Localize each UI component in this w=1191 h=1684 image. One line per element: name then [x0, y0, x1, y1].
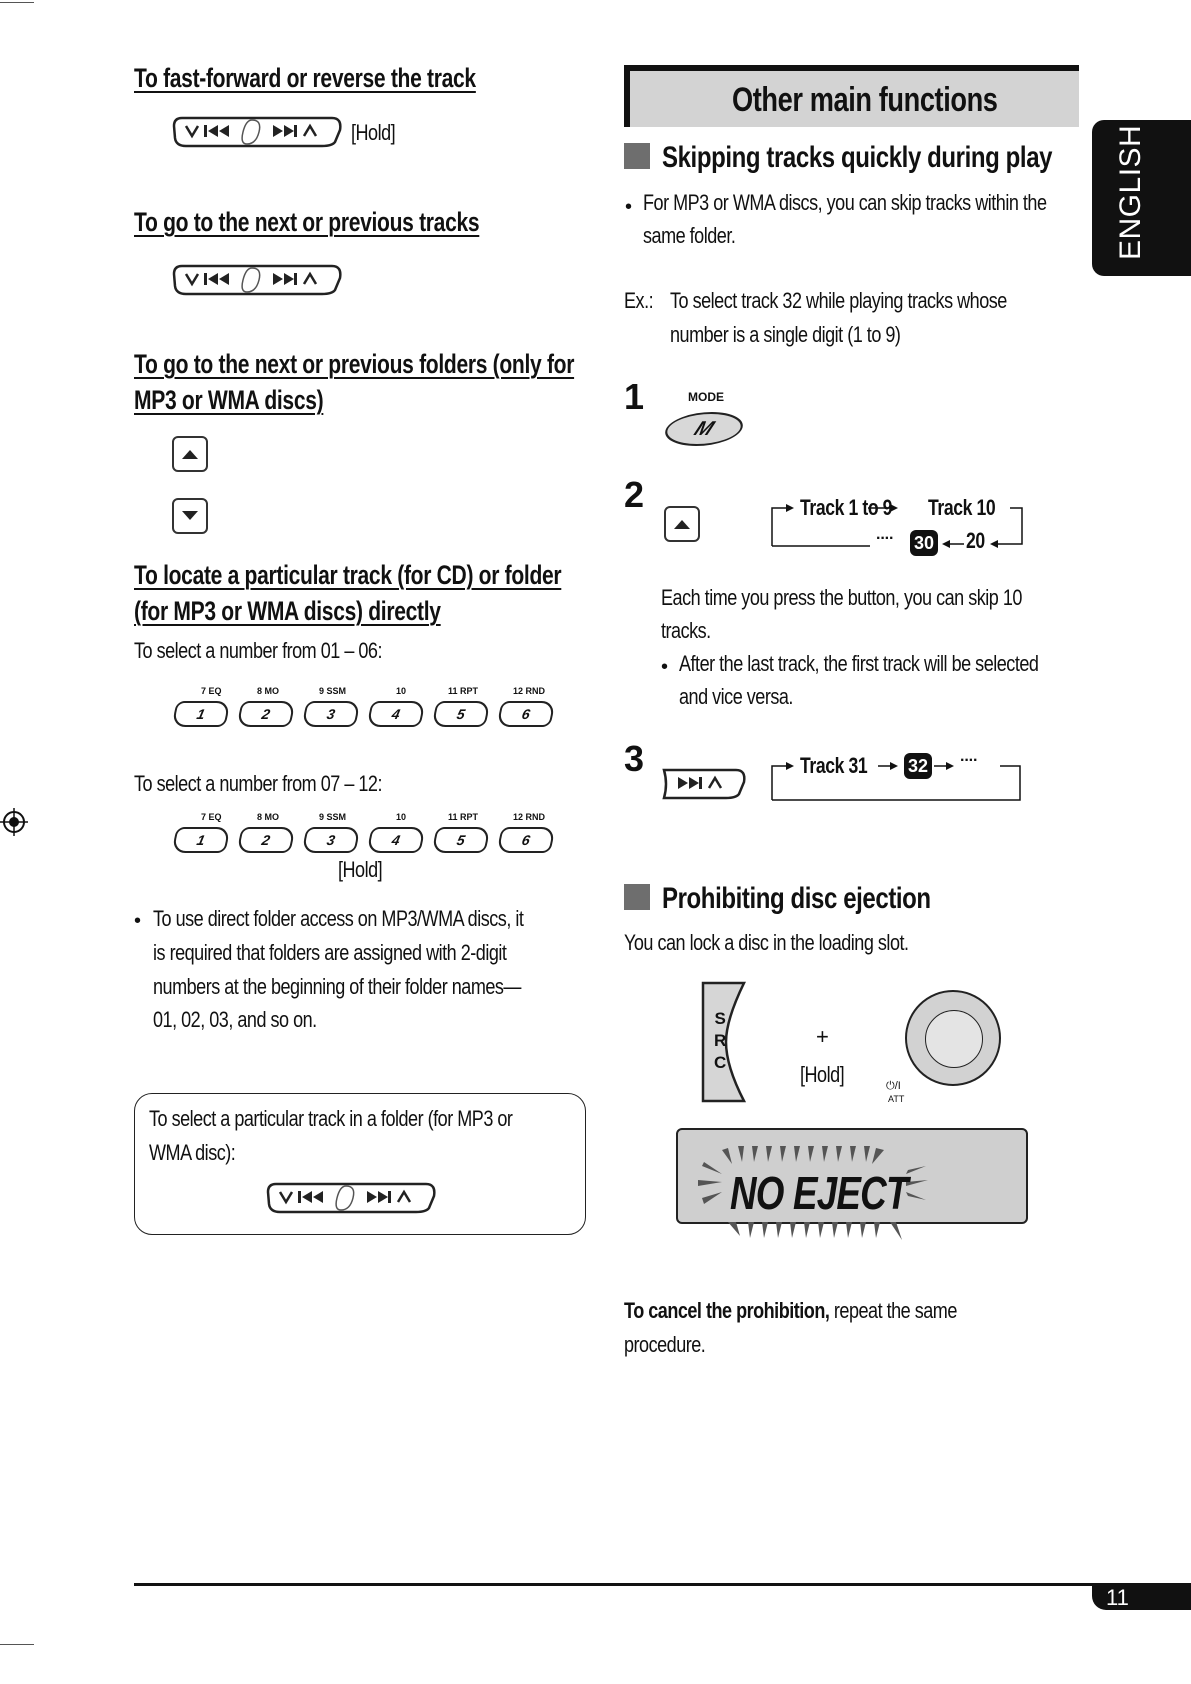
bullet-dot: • — [661, 656, 669, 678]
preset-label: 9 SSM — [319, 686, 347, 696]
preset-button-5[interactable]: 5 — [431, 701, 491, 727]
preset-button-5[interactable]: 5 — [431, 827, 491, 853]
preset-label: 11 RPT — [448, 686, 479, 696]
step2-bullet-line2: and vice versa. — [679, 684, 793, 709]
mode-button[interactable]: M — [658, 412, 750, 446]
step-number-3: 3 — [624, 738, 645, 779]
lcd-display — [676, 1128, 1028, 1224]
step2-desc-line2: tracks. — [661, 618, 711, 643]
knob-inner — [925, 1010, 983, 1068]
preset-button-4[interactable]: 4 — [366, 827, 426, 853]
volume-knob[interactable] — [905, 990, 1001, 1086]
preset-label: 12 RND — [513, 812, 546, 822]
page-number-tab — [1092, 1584, 1191, 1610]
hold-0712-label: [Hold] — [338, 857, 383, 882]
preset-label: 8 MO — [257, 686, 280, 696]
skip-rocker-button[interactable] — [172, 262, 344, 303]
example-line2: number is a single digit (1 to 9) — [670, 322, 901, 347]
prohibit-desc: You can lock a disc in the loading slot. — [624, 930, 909, 955]
preset-buttons-row-1 — [170, 686, 570, 736]
section-square-icon — [624, 884, 650, 910]
preset-button-3[interactable]: 3 — [301, 827, 361, 853]
language-tab-label: ENGLISH — [1114, 124, 1147, 260]
skip-forward-flow-diagram — [770, 752, 1024, 804]
preset-button-1[interactable]: 1 — [171, 827, 231, 853]
folder-heading-line1: To go to the next or previous folders (only for — [134, 349, 575, 379]
next-heading: To go to the next or previous tracks — [134, 207, 480, 237]
src-button[interactable] — [700, 980, 750, 1109]
step-number-2: 2 — [624, 474, 645, 515]
banner-title: Other main functions — [732, 81, 998, 119]
folder-heading-line2: MP3 or WMA discs) — [134, 385, 324, 415]
preset-label: 11 RPT — [448, 812, 479, 822]
skip-heading: Skipping tracks quickly during play — [662, 141, 1053, 174]
preset-label: 9 SSM — [319, 812, 347, 822]
up-arrow-icon — [180, 447, 200, 461]
bullet-dot: • — [134, 910, 142, 932]
note-line-1: To use direct folder access on MP3/WMA discs, it — [153, 906, 524, 931]
cancel-bold: To cancel the prohibition, — [624, 1298, 830, 1323]
preset-label: 10 — [396, 812, 407, 822]
preset-label: 12 RND — [513, 686, 546, 696]
power-icon-label: ⏻/I — [886, 1080, 901, 1092]
preset-button-3[interactable]: 3 — [301, 701, 361, 727]
footer-rule — [134, 1583, 1191, 1586]
crop-mark — [0, 1644, 34, 1645]
prohibit-heading: Prohibiting disc ejection — [662, 882, 931, 915]
display-text: NO EJECT — [730, 1167, 908, 1219]
flow-track-31: Track 31 — [800, 753, 868, 778]
skip-bullet-line1: For MP3 or WMA discs, you can skip tracks within the — [643, 190, 1047, 215]
example-label: Ex.: — [624, 288, 654, 313]
note-line-4: 01, 02, 03, and so on. — [153, 1007, 317, 1032]
att-label: ATT — [888, 1094, 905, 1104]
preset-button-2[interactable]: 2 — [236, 701, 296, 727]
bullet-dot: • — [625, 196, 633, 218]
flow-dots: ···· — [960, 752, 978, 769]
preset-label: 8 MO — [257, 812, 280, 822]
folder-up-button[interactable] — [172, 436, 208, 472]
registration-mark — [0, 808, 30, 843]
preset-button-2[interactable]: 2 — [236, 827, 296, 853]
step2-desc-line1: Each time you press the button, you can skip 10 — [661, 585, 1022, 610]
preset-label: 7 EQ — [201, 812, 222, 822]
language-tab[interactable] — [1092, 120, 1191, 276]
box-line-2: WMA disc): — [149, 1140, 236, 1165]
up-arrow-icon — [672, 517, 692, 531]
folder-down-button[interactable] — [172, 498, 208, 534]
note-line-2: is required that folders are assigned with 2-digit — [153, 940, 507, 965]
flow-20: 20 — [966, 528, 985, 553]
preset-label: 7 EQ — [201, 686, 222, 696]
flow-dots: ···· — [876, 530, 894, 547]
section-banner — [624, 65, 1079, 127]
cancel-line2: procedure. — [624, 1332, 706, 1357]
preset-label: 10 — [396, 686, 407, 696]
box-line-1: To select a particular track in a folder (for MP3 or — [149, 1106, 513, 1131]
skip-rocker-button[interactable] — [266, 1180, 438, 1221]
flow-track-1-9: Track 1 to 9 — [800, 495, 893, 520]
plus-sign: + — [816, 1024, 829, 1049]
step-number-1: 1 — [624, 376, 645, 417]
example-line1: To select track 32 while playing tracks whose — [670, 288, 1007, 313]
preset-button-4[interactable]: 4 — [366, 701, 426, 727]
preset-button-6[interactable]: 6 — [496, 827, 556, 853]
flash-rays-bottom — [726, 1222, 916, 1244]
down-arrow-icon — [180, 509, 200, 523]
step2-bullet-line1: After the last track, the first track will be selected — [679, 651, 1039, 676]
preset-button-1[interactable]: 1 — [171, 701, 231, 727]
skip-flow-diagram — [770, 496, 1030, 552]
select-0106-text: To select a number from 01 – 06: — [134, 638, 382, 663]
locate-heading-line1: To locate a particular track (for CD) or folder — [134, 560, 562, 590]
locate-heading-line2: (for MP3 or WMA discs) directly — [134, 596, 441, 626]
select-0712-text: To select a number from 07 – 12: — [134, 771, 382, 796]
cancel-line1 — [624, 1294, 957, 1328]
flow-badge-30: 30 — [910, 530, 938, 556]
skip-forward-button[interactable] — [660, 766, 748, 807]
cancel-rest: repeat the same — [833, 1298, 957, 1323]
preset-button-6[interactable]: 6 — [496, 701, 556, 727]
flow-badge-32: 32 — [904, 753, 932, 779]
skip-rocker-button[interactable] — [172, 114, 344, 155]
hold-label: [Hold] — [800, 1062, 845, 1087]
flow-track-10: Track 10 — [928, 495, 996, 520]
crop-mark — [0, 2, 34, 3]
section-square-icon — [624, 143, 650, 169]
folder-up-button[interactable] — [664, 506, 700, 542]
ff-heading: To fast-forward or reverse the track — [134, 63, 476, 93]
src-label: S R C — [714, 1009, 727, 1072]
page-number: 11 — [1106, 1585, 1129, 1610]
note-line-3: numbers at the beginning of their folder names— — [153, 974, 521, 999]
skip-bullet-line2: same folder. — [643, 223, 736, 248]
ff-hold-label: [Hold] — [351, 120, 396, 145]
folder-track-box — [134, 1093, 586, 1235]
mode-label: MODE — [688, 390, 724, 404]
